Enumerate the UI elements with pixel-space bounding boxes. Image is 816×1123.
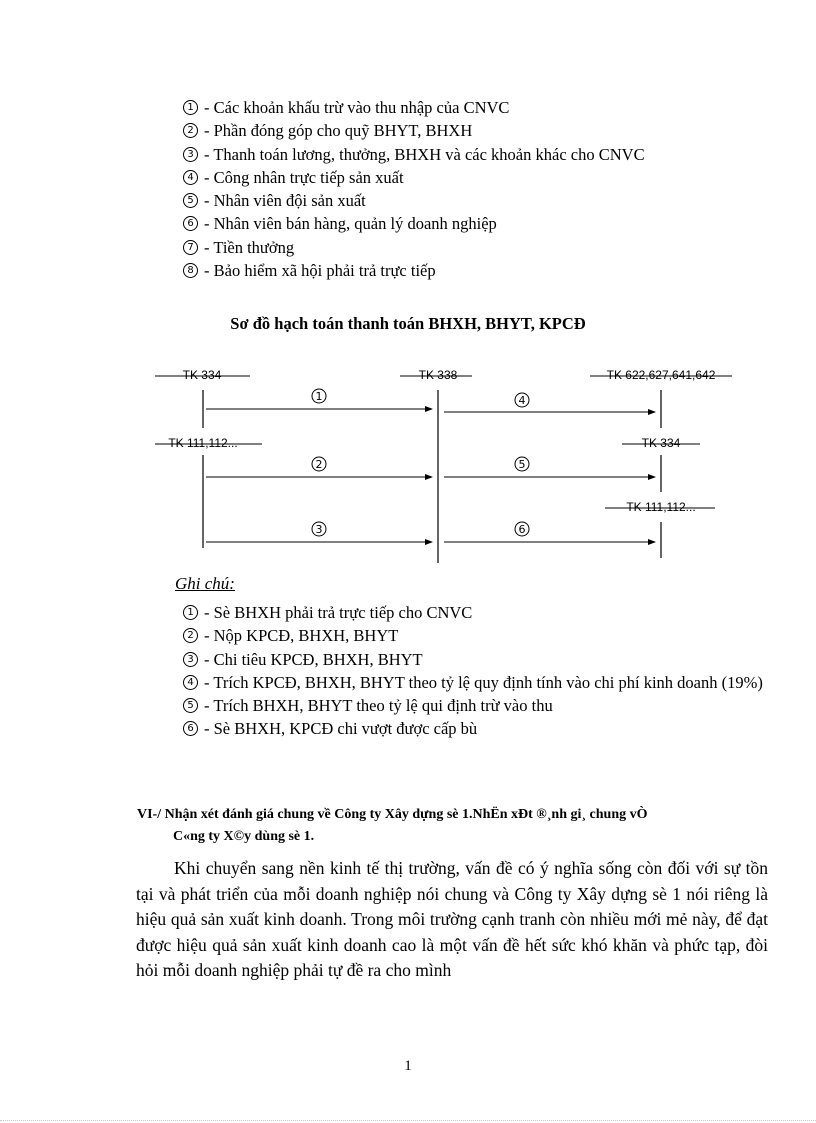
circled-number: 2	[183, 123, 198, 138]
account-label-tk622: TK 622,627,641,642	[606, 368, 716, 382]
legend-text: - Thanh toán lương, thưởng, BHXH và các khoản khác cho CNVC	[204, 144, 645, 164]
section-heading-line2: C«ng ty X©y dùng sè 1.	[173, 829, 315, 844]
circled-number: 4	[183, 170, 198, 185]
note-item	[183, 717, 763, 740]
circled-number: 3	[183, 652, 198, 667]
legend-item	[183, 212, 645, 235]
legend-list-top	[183, 96, 645, 282]
circled-number: 5	[183, 193, 198, 208]
body-paragraph: Khi chuyển sang nền kinh tế thị trường, vấn đề có ý nghĩa sống còn đối với sự tồn tại và phát triển của mỗi doanh nghiệp nói chung và Công ty Xây dựng sè 1 nói riêng là hiệu quả sản xuất kinh doanh. Trong môi trường cạnh tranh còn nhiều mới mẻ này, để đạt được hiệu quả sản xuất kinh doanh cao là một vấn đề hết sức khó khăn và phức tạp, đòi hỏi mỗi doanh nghiệp phải tự đề ra cho mình	[136, 858, 768, 980]
circled-number: 7	[183, 240, 198, 255]
arrow-label-5: 5	[518, 458, 526, 471]
legend-text: - Phần đóng góp cho quỹ BHYT, BHXH	[204, 121, 473, 141]
circled-number: 4	[183, 675, 198, 690]
accounting-flow-diagram	[0, 360, 816, 570]
note-item	[183, 648, 763, 671]
circled-number: 6	[183, 721, 198, 736]
note-text: - Sè BHXH phải trả trực tiếp cho CNVC	[204, 603, 473, 622]
account-label-tk334-left: TK 334	[182, 368, 222, 382]
note-item	[183, 601, 763, 624]
legend-item	[183, 96, 645, 119]
legend-text: - Nhân viên bán hàng, quản lý doanh nghiệp	[204, 214, 497, 234]
legend-item	[183, 119, 645, 142]
note-item	[183, 671, 763, 694]
legend-item	[183, 166, 645, 189]
account-label-tk338: TK 338	[418, 368, 458, 382]
legend-item	[183, 259, 645, 282]
arrow-label-1: 1	[315, 390, 323, 403]
note-item	[183, 624, 763, 647]
arrow-label-4: 4	[518, 394, 526, 407]
arrow-label-2: 2	[315, 458, 323, 471]
note-text: - Trích KPCĐ, BHXH, BHYT theo tỷ lệ quy định tính vào chi phí kinh doanh (19%)	[204, 672, 763, 692]
note-text: - Sè BHXH, KPCĐ chi vượt được cấp bù	[204, 719, 478, 739]
legend-text: - Nhân viên đội sản xuất	[204, 191, 366, 211]
circled-number: 2	[183, 628, 198, 643]
circled-number: 6	[183, 216, 198, 231]
note-text: - Nộp KPCĐ, BHXH, BHYT	[204, 626, 399, 646]
note-text: - Chi tiêu KPCĐ, BHXH, BHYT	[204, 649, 423, 669]
section-heading-line1: VI-/ Nhận xét đánh giá chung về Công ty Xây dựng sè 1.NhËn xÐt ®¸nh gi¸ chung vÒ	[137, 807, 648, 822]
notes-list	[183, 601, 763, 741]
legend-item	[183, 236, 645, 259]
legend-text: - Bảo hiểm xã hội phải trả trực tiếp	[204, 261, 436, 281]
account-label-tk111-right: TK 111,112...	[626, 500, 696, 514]
legend-item	[183, 143, 645, 166]
legend-text: - Công nhân trực tiếp sản xuất	[204, 167, 404, 187]
page-bottom-rule	[0, 1120, 816, 1121]
note-item	[183, 694, 763, 717]
section-heading	[137, 804, 757, 848]
legend-text: - Các khoản khấu trừ vào thu nhập của CNVC	[204, 98, 510, 117]
account-label-tk111-left: TK 111,112...	[168, 436, 238, 450]
account-label-tk334-right: TK 334	[641, 436, 681, 450]
diagram-title: Sơ đồ hạch toán thanh toán BHXH, BHYT, KPCĐ	[230, 314, 586, 333]
legend-text: - Tiền thưởng	[204, 237, 295, 257]
circled-number: 1	[183, 100, 198, 115]
circled-number: 5	[183, 698, 198, 713]
circled-number: 1	[183, 605, 198, 620]
circled-number: 8	[183, 263, 198, 278]
arrow-label-6: 6	[518, 523, 526, 536]
notes-heading: Ghi chú:	[175, 574, 235, 593]
legend-item	[183, 189, 645, 212]
page-number: 1	[404, 1058, 412, 1074]
circled-number: 3	[183, 147, 198, 162]
note-text: - Trích BHXH, BHYT theo tỷ lệ qui định trừ vào thu	[204, 696, 553, 716]
arrow-label-3: 3	[315, 523, 323, 536]
